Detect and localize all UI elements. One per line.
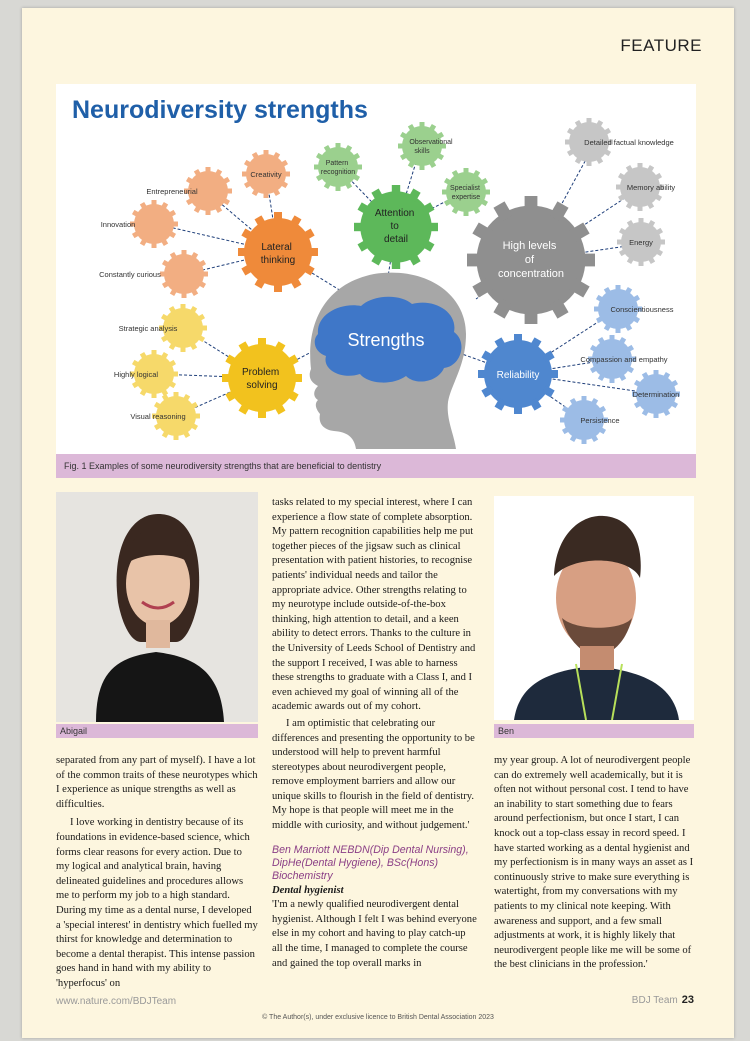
strengths-diagram (56, 84, 696, 454)
leaf-creativity: Creativity (250, 170, 282, 179)
abigail-label: Abigail (56, 724, 258, 738)
leaf-conscientious: Conscientiousness (610, 305, 674, 314)
hub-attention-label: Attention to detail (374, 208, 415, 245)
leaf-observational: Observational skills (409, 139, 453, 155)
paragraph: tasks related to my special interest, where I can experience a flow state of complete absorption. My pattern recognition capabilities help me put together pieces of the jigsaw such as clinical presentation with patient histories, to recognise patients' individual needs and tailor the appropriate advice. Other strengths relating to my neurotype include outside-of-the-box thinking, high attention to detail, and a keen ability to detect errors. Thanks to the culture in the University of Leeds School of Dentistry and the support I received, I was able to harness these strengths to graduate with a Class I, and I even achieved my goal of winning all of the academic awards out of my cohort. (272, 497, 476, 713)
gear-icon-curious (160, 250, 208, 298)
author-role: Dental hygienist (272, 884, 344, 896)
gear-icon-innovation (130, 200, 178, 248)
figure-title: Neurodiversity strengths (72, 96, 368, 124)
leaf-logical: Highly logical (113, 370, 159, 379)
footer-url[interactable]: www.nature.com/BDJTeam (56, 996, 177, 1007)
gear-icon-specialist (442, 168, 490, 216)
magazine-page (22, 8, 734, 1038)
ben-photo (494, 496, 694, 720)
leaf-innovation: Innovation (100, 220, 136, 229)
gear-icon-problem (222, 338, 302, 418)
leaf-entrepreneurial: Entrepreneurial (146, 187, 198, 196)
leaf-compassion: Compassion and empathy (580, 355, 668, 364)
hub-reliability-label: Reliability (496, 370, 540, 381)
copyright-notice: © The Author(s), under exclusive licence to British Dental Association 2023 (262, 1014, 494, 1021)
paragraph: I am optimistic that celebrating our differences and presenting the opportunity to be understood will help to prevent harmful stereotypes about neurodivergent people, remove employment barriers and allow our unique skills to flourish in the field of dentistry. My hope is that people will meet me in the middle with curiosity, and without judgement.' (272, 717, 475, 832)
paragraph: separated from any part of myself). I have a lot of the common traits of these neurotypes which I experience as unique strengths as well as difficulties. (56, 755, 258, 810)
footer-journal (632, 994, 694, 1006)
paragraph: I love working in dentistry because of its foundations in evidence-based science, which forms clear reasons for every action. Due to my logical and analytical brain, having delineated guidelines and procedures allows me to perform my job to a high standard. During my time as a dental nurse, I developed a 'special interest' in dentistry which fuelled my thirst for knowledge and determination to become a dental therapist. This intense passion goes hand in hand with my ability to 'hyperfocus' on (56, 817, 258, 989)
hub-problem-label: Problem solving (241, 367, 280, 391)
ben-label: Ben (494, 724, 694, 738)
left-column (56, 754, 258, 992)
middle-column (272, 496, 478, 971)
paragraph: my year group. A lot of neurodivergent people can do extremely well academically, but it is often not without personal cost. I tend to have an inability to start something due to fears around perfectionism, but once I start, I can knock out a top-class essay in record speed. I have started working as a dental hygienist and my perfectionism is in many ways an asset as I continuously strive to make sure everything is watertight, from my conversations with my patients to my clinical note keeping. With awareness and support, and a few small adjustments at work, it is highly likely that neurodivergent people like me will be some of the best clinicians in the profession.' (494, 755, 694, 971)
abigail-photo (56, 492, 258, 722)
leaf-determination: Determination (632, 390, 680, 399)
leaf-visual: Visual reasoning (130, 412, 186, 421)
leaf-persistence: Persistence (580, 416, 620, 425)
gear-icon-observational (398, 122, 446, 170)
paragraph: 'I'm a newly qualified neurodivergent dental hygienist. Although I felt I was behind everyone else in my cohort and having to play catch-up all the time, I managed to complete the course and gained the top overall marks in (272, 899, 477, 969)
hub-lateral-label: Lateral thinking (260, 242, 296, 266)
leaf-energy: Energy (629, 238, 653, 247)
section-label: FEATURE (620, 36, 702, 55)
gear-icon-pattern (314, 143, 362, 191)
author-byline: Ben Marriott NEBDN(Dip Dental Nursing), DipHe(Dental Hygiene), BSc(Hons) Biochemistry (272, 843, 469, 882)
page-number: 23 (681, 994, 694, 1006)
leaf-memory: Memory ability (626, 183, 676, 192)
journal-name: BDJ Team (631, 995, 678, 1006)
leaf-strategic: Strategic analysis (118, 324, 178, 333)
figure-caption: Fig. 1 Examples of some neurodiversity strengths that are beneficial to dentistry (56, 454, 696, 478)
leaf-curious: Constantly curious (99, 270, 161, 279)
hub-concentration-label: High levels of concentration (497, 240, 565, 280)
center-label: Strengths (347, 330, 425, 350)
leaf-specialist: Specialist expertise (450, 185, 481, 201)
right-column (494, 754, 696, 973)
leaf-factual: Detailed factual knowledge (584, 138, 674, 147)
leaf-pattern: Pattern recognition (320, 160, 356, 176)
neurodiversity-figure (56, 84, 696, 478)
